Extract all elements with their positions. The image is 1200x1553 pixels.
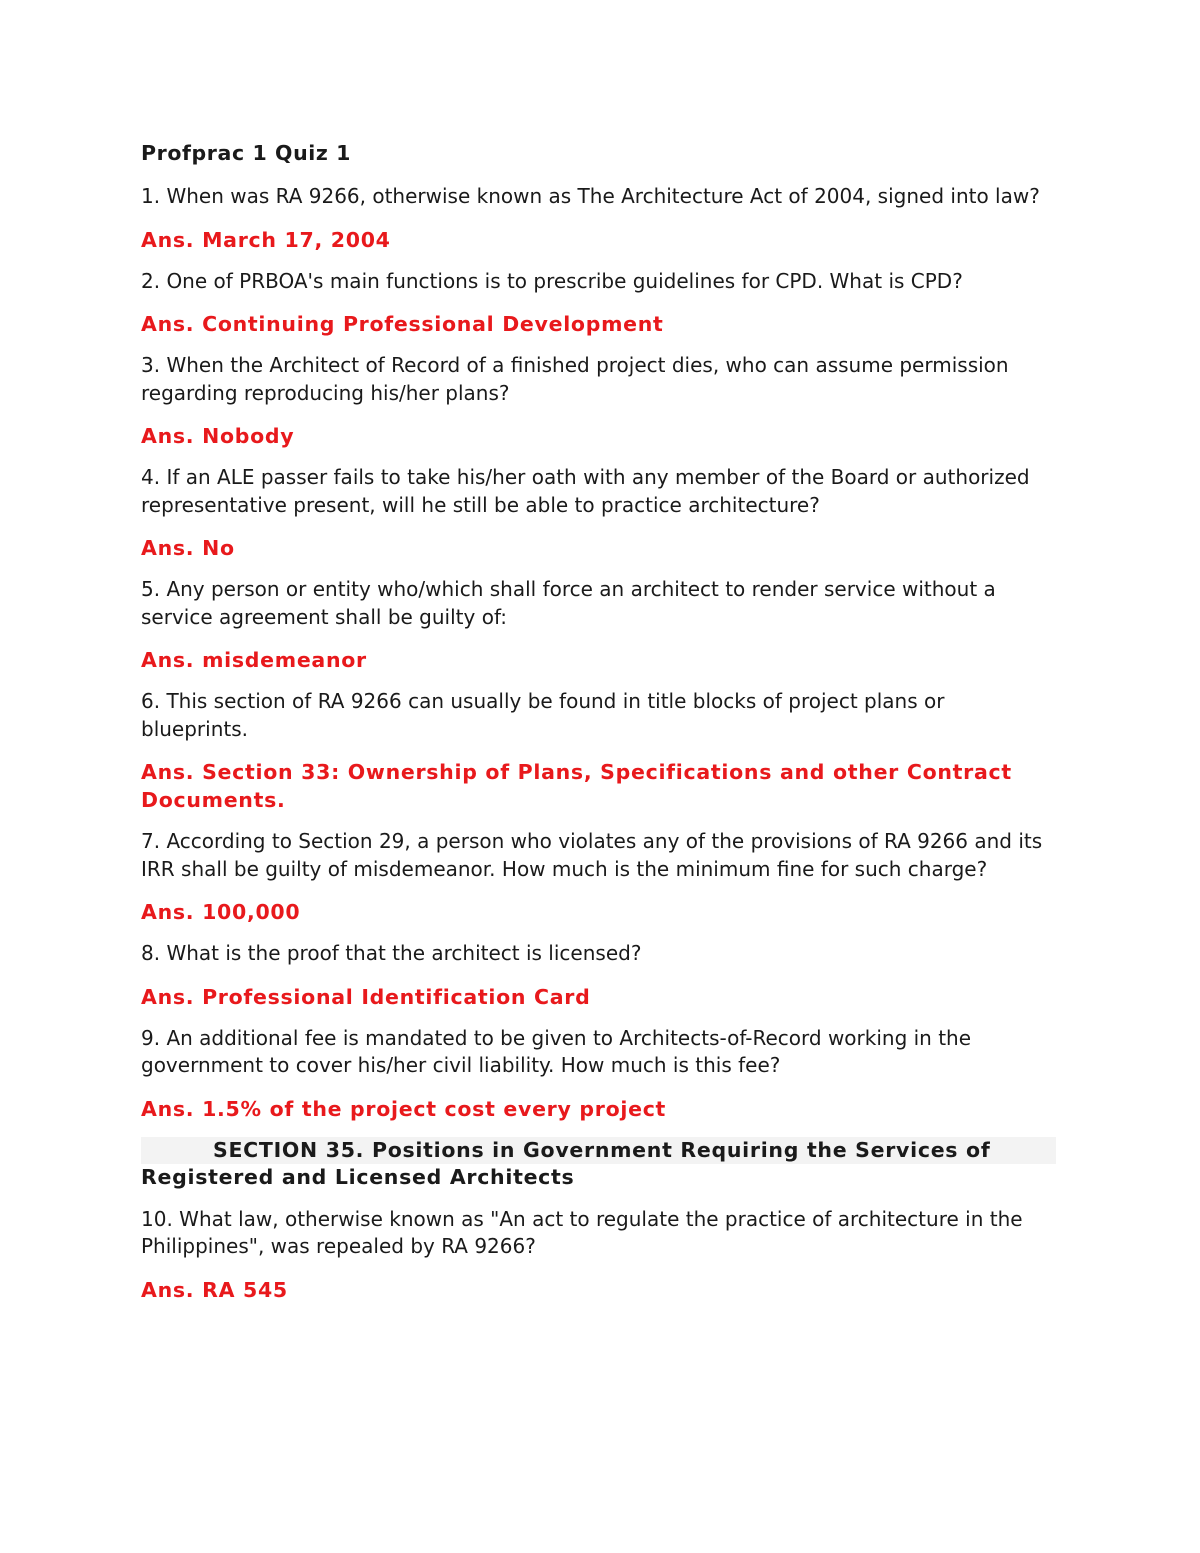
question-5: 5. Any person or entity who/which shall force an architect to render service without a service agreement shall be guilty of: xyxy=(141,577,996,629)
answer-3: Ans. Nobody xyxy=(141,424,295,448)
question-8: 8. What is the proof that the architect is licensed? xyxy=(141,941,642,965)
question-9: 9. An additional fee is mandated to be given to Architects-of-Record working in the government to cover his/her civil liability. How much is this fee? xyxy=(141,1025,972,1077)
question-3: 3. When the Architect of Record of a finished project dies, who can assume permission regarding reproducing his/her plans? xyxy=(141,353,1009,405)
answer-2: Ans. Continuing Professional Development xyxy=(141,312,664,336)
question-6: 6. This section of RA 9266 can usually be found in title blocks of project plans or blueprints. xyxy=(141,689,945,741)
answer-10: Ans. RA 545 xyxy=(141,1277,288,1302)
answer-6: Ans. Section 33: Ownership of Plans, Specifications and other Contract Documents. xyxy=(141,760,1012,812)
question-7: 7. According to Section 29, a person who violates any of the provisions of RA 9266 and its IRR shall be guilty of misdemeanor. How much is the minimum fine for such charge? xyxy=(141,829,1043,881)
answer-9: Ans. 1.5% of the project cost every project xyxy=(141,1096,667,1121)
question-10: 10. What law, otherwise known as "An act to regulate the practice of architecture in the Philippines", was repealed by RA 9266? xyxy=(141,1206,1023,1258)
document-page xyxy=(141,138,1056,1318)
question-4: 4. If an ALE passer fails to take his/her oath with any member of the Board or authorized representative present, will he still be able to practice architecture? xyxy=(141,465,1030,517)
answer-8: Ans. Professional Identification Card xyxy=(141,984,591,1009)
answer-4: Ans. No xyxy=(141,536,235,560)
question-2: 2. One of PRBOA's main functions is to prescribe guidelines for CPD. What is CPD? xyxy=(141,268,963,293)
answer-7: Ans. 100,000 xyxy=(141,900,301,924)
document-title: Profprac 1 Quiz 1 xyxy=(141,141,352,165)
section-heading xyxy=(141,1137,1056,1191)
question-1: 1. When was RA 9266, otherwise known as The Architecture Act of 2004, signed into law? xyxy=(141,184,1040,208)
answer-5: Ans. misdemeanor xyxy=(141,648,367,672)
answer-1: Ans. March 17, 2004 xyxy=(141,227,391,252)
section-heading-text: SECTION 35. Positions in Government Requiring the Services of Registered and Licensed Architects xyxy=(141,1137,991,1189)
